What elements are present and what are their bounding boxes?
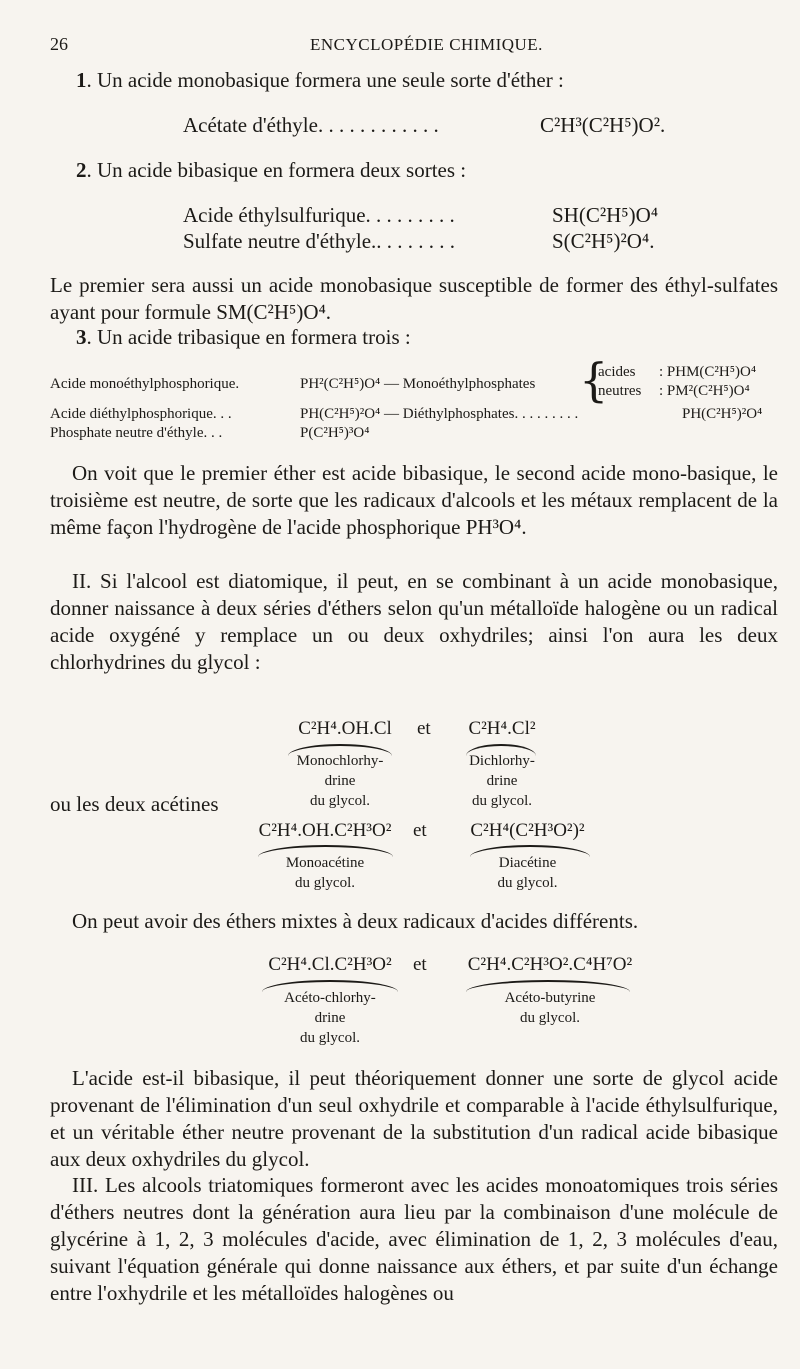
neutres-label: neutres [598,383,642,399]
caption-line: drine [486,773,518,789]
item-3-text: . Un acide tribasique en formera trois : [86,325,411,349]
phos-row3-formula: P(C²H⁵)³O⁴ [300,425,370,441]
item-1-text: . Un acide monobasique formera une seule sorte d'éther : [86,68,564,92]
paragraph-triatomiques: III. Les alcools triatomiques formeront avec les acides monoatomiques trois séries d'éthers neutres dont la génération aura lieu par la combinaison d'une molécule de glycérine à 1, 2, 3 molécules d'acide, avec élimination de 1, 2, 3 molécules d'eau, suivant l'équation générale qui donne naissance aux éthers, et par suite d'un échange entre l'oxhydrile et les métalloïdes halogènes ou [50,1173,778,1305]
caption-line: du glycol. [520,1010,580,1026]
dichlorhydrine-formula: C²H⁴.Cl² [468,718,536,739]
acetate-name: Acétate d'éthyle. . . . . . . . . . . . [183,113,439,137]
monoacetine-formula: C²H⁴.OH.C²H³O² [258,820,392,841]
caption-line: du glycol. [472,793,532,809]
caption-line: du glycol. [497,875,558,891]
phos-row2-end-formula: PH(C²H⁵)²O⁴ [682,406,763,422]
caption-line: Diacétine [498,855,557,871]
acides-formula: : PHM(C²H⁵)O⁴ [659,364,757,380]
paragraph-diatomique: II. Si l'alcool est diatomique, il peut, en se combinant à un acide monobasique, donner naissance à deux séries d'éthers selon qu'un métalloïde halogène ou un radical acide oxygéné y remplace un ou deux oxhydriles; ainsi l'on aura les deux chlorhydrines du glycol : [50,569,778,674]
item-3-number: 3 [76,325,87,349]
caption-line: Acéto-butyrine [504,990,596,1006]
caption-line: du glycol. [300,1030,360,1046]
paragraph-phosphates: On voit que le premier éther est acide bibasique, le second acide mono-basique, le troisième est neutre, de sorte que les radicaux d'alcools et les métaux remplacent de la même façon l'hydrogène de l'acide phosphorique PH³O⁴. [50,461,778,539]
phos-row2-name: Acide diéthylphosphorique. . . [50,406,232,422]
ethylsulfurique-formula: SH(C²H⁵)O⁴ [552,203,659,227]
diacetine-formula: C²H⁴(C²H³O²)² [470,820,585,841]
caption-line: drine [314,1010,346,1026]
curly-brace: { [579,353,609,407]
phos-row3-name: Phosphate neutre d'éthyle. . . [50,425,223,441]
dichlorhydrine-caption [447,751,557,811]
item-1 [76,67,564,93]
caption-line: du glycol. [310,793,370,809]
paragraph-ethylsulfates: Le premier sera aussi un acide monobasique susceptible de former des éthyl-sulfates ayant pour formule SM(C²H⁵)O⁴. [50,273,778,324]
item-2-number: 2 [76,158,87,182]
diacetine-caption [455,853,600,893]
acetate-formula: C²H³(C²H⁵)O². [540,113,666,137]
page-number: 26 [50,34,68,54]
phos-row2-formula: PH(C²H⁵)²O⁴ — Diéthylphosphates. . . . . . . . . [300,406,579,422]
et-3: et [413,954,427,975]
item-2 [76,157,466,183]
caption-line: Acéto-chlorhy- [284,990,376,1006]
monoacetine-caption [245,853,405,893]
caption-line: drine [324,773,356,789]
sulfate-name: Sulfate neutre d'éthyle.. . . . . . . . [183,229,456,253]
monochlorhydrine-caption [270,751,410,811]
monochlorhydrine-formula: C²H⁴.OH.Cl [298,718,392,739]
ethylsulfurique-name: Acide éthylsulfurique. . . . . . . . . [183,203,455,227]
aceto-chlorhydrine-formula: C²H⁴.Cl.C²H³O² [268,954,392,975]
paragraph-bibasique: L'acide est-il bibasique, il peut théoriquement donner une sorte de glycol acide provenant de l'élimination d'un seul oxhydrile et comparable à l'acide éthylsulfurique, et un véritable éther neutre provenant de la substitution d'un radical acide bibasique aux deux oxhydriles du glycol. [50,1066,778,1171]
et-1: et [417,718,431,739]
ou-acetines-line: ou les deux acétines [50,792,219,816]
sulfate-formula: S(C²H⁵)²O⁴. [552,229,655,253]
phos-row1-formula: PH²(C²H⁵)O⁴ — Monoéthylphosphates [300,376,536,392]
item-3 [76,324,411,350]
item-1-number: 1 [76,68,87,92]
caption-line: du glycol. [295,875,355,891]
phos-row1-name: Acide monoéthylphosphorique. [50,376,240,392]
aceto-butyrine-caption [470,988,630,1028]
caption-line: Monoacétine [285,855,365,871]
caption-line: Monochlorhy- [296,753,384,769]
running-title: ENCYCLOPÉDIE CHIMIQUE. [310,35,543,54]
acides-label: acides [598,364,636,380]
paragraph-ethers-mixtes: On peut avoir des éthers mixtes à deux radicaux d'acides différents. [72,909,639,933]
aceto-butyrine-formula: C²H⁴.C²H³O².C⁴H⁷O² [467,954,633,975]
item-2-text: . Un acide bibasique en formera deux sortes : [86,158,467,182]
aceto-chlorhydrine-caption [250,988,410,1048]
et-2: et [413,820,427,841]
neutres-formula: : PM²(C²H⁵)O⁴ [659,383,750,399]
caption-line: Dichlorhy- [469,753,535,769]
